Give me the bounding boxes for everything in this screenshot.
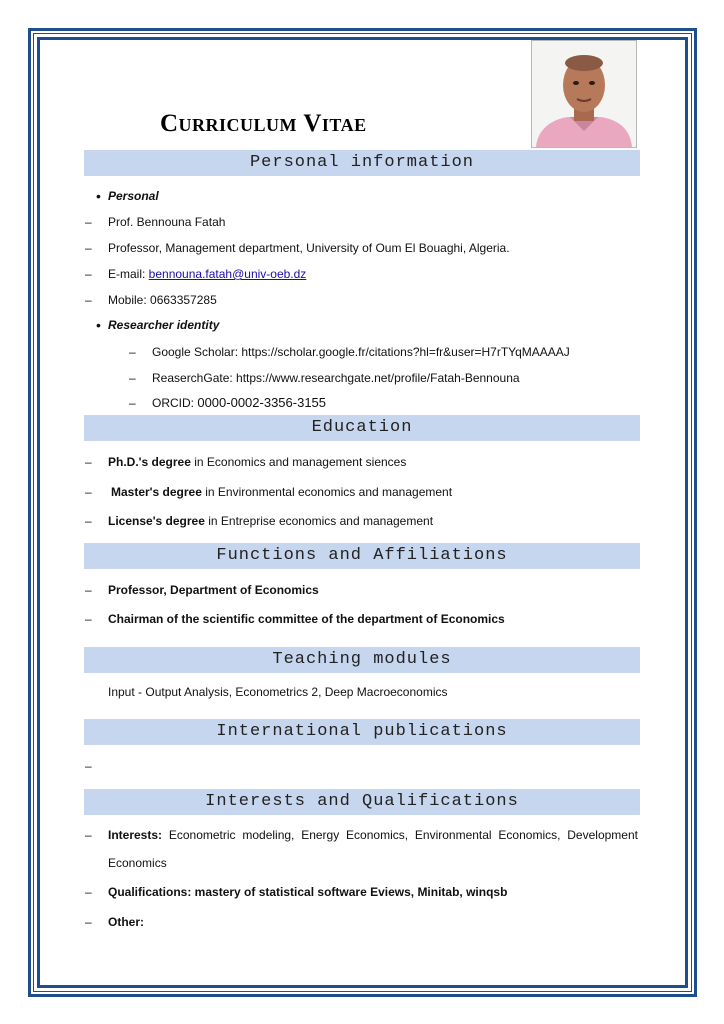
- degree-field: in Economics and management siences: [190, 455, 407, 469]
- orcid-value: 0000-0002-3356-3155: [197, 395, 327, 410]
- dash-icon: –: [85, 885, 92, 899]
- position: Professor, Management department, University of Oum El Bouaghi, Algeria.: [108, 241, 510, 255]
- interests-word: Environmental: [414, 828, 492, 842]
- cv-title: Curriculum Vitae: [160, 110, 367, 137]
- section-interests-qualifications: Interests and Qualifications: [84, 789, 640, 815]
- full-name: Prof. Bennouna Fatah: [108, 215, 226, 229]
- qualifications-text: Qualifications: mastery of statistical software Eviews, Minitab, winqsb: [108, 885, 508, 899]
- section-teaching-modules: Teaching modules: [84, 647, 640, 673]
- teaching-modules-text: Input - Output Analysis, Econometrics 2, Deep Macroeconomics: [108, 685, 448, 699]
- dash-icon: –: [85, 915, 92, 929]
- degree: Master's degree: [111, 485, 202, 499]
- section-personal-information: Personal information: [84, 150, 640, 176]
- personal-heading: Personal: [108, 189, 159, 203]
- dash-icon: –: [85, 514, 92, 528]
- email-label: E-mail:: [108, 267, 149, 281]
- dash-icon: –: [85, 828, 92, 842]
- interests-label: Interests:: [108, 828, 163, 842]
- interests-first-line: [108, 827, 638, 843]
- dash-icon: –: [85, 241, 92, 255]
- section-functions-affiliations: Functions and Affiliations: [84, 543, 640, 569]
- orcid-label: ORCID:: [152, 396, 198, 410]
- dash-icon: –: [129, 396, 136, 410]
- dash-icon: –: [85, 485, 92, 499]
- degree: Ph.D.'s degree: [108, 455, 191, 469]
- dash-icon: –: [85, 267, 92, 281]
- function-text: Professor, Department of Economics: [108, 583, 319, 597]
- interests-word: Development: [567, 828, 638, 842]
- dash-icon: –: [85, 455, 92, 469]
- interests-word: Economics,: [498, 828, 561, 842]
- dash-icon: –: [85, 215, 92, 229]
- dash-icon: –: [85, 293, 92, 307]
- section-education: Education: [84, 415, 640, 441]
- researchgate: ReaserchGate: https://www.researchgate.net/profile/Fatah-Bennouna: [152, 371, 520, 385]
- bullet-icon: •: [96, 188, 101, 204]
- interests-word: Energy: [301, 828, 340, 842]
- dash-icon: –: [129, 371, 136, 385]
- dash-icon: –: [85, 583, 92, 597]
- degree-field: in Entreprise economics and management: [204, 514, 434, 528]
- interests-word: modeling,: [242, 828, 295, 842]
- section-international-publications: International publications: [84, 719, 640, 745]
- dash-icon: –: [85, 612, 92, 626]
- dash-icon: –: [85, 759, 92, 773]
- researcher-heading: Researcher identity: [108, 318, 220, 332]
- other-label: Other:: [108, 915, 144, 929]
- interests-word: Economics,: [346, 828, 409, 842]
- dash-icon: –: [129, 345, 136, 359]
- google-scholar: Google Scholar: https://scholar.google.fr/citations?hl=fr&user=H7rTYqMAAAAJ: [152, 345, 570, 359]
- interests-continuation: Economics: [108, 856, 167, 870]
- degree: License's degree: [108, 514, 205, 528]
- interests-word: Econometric: [168, 828, 236, 842]
- profile-photo: [531, 40, 637, 148]
- mobile: Mobile: 0663357285: [108, 293, 217, 307]
- email-link[interactable]: bennouna.fatah@univ-oeb.dz: [148, 267, 307, 281]
- degree-field: in Environmental economics and management: [201, 485, 453, 499]
- bullet-icon: •: [96, 317, 101, 333]
- function-text: Chairman of the scientific committee of the department of Economics: [108, 612, 505, 626]
